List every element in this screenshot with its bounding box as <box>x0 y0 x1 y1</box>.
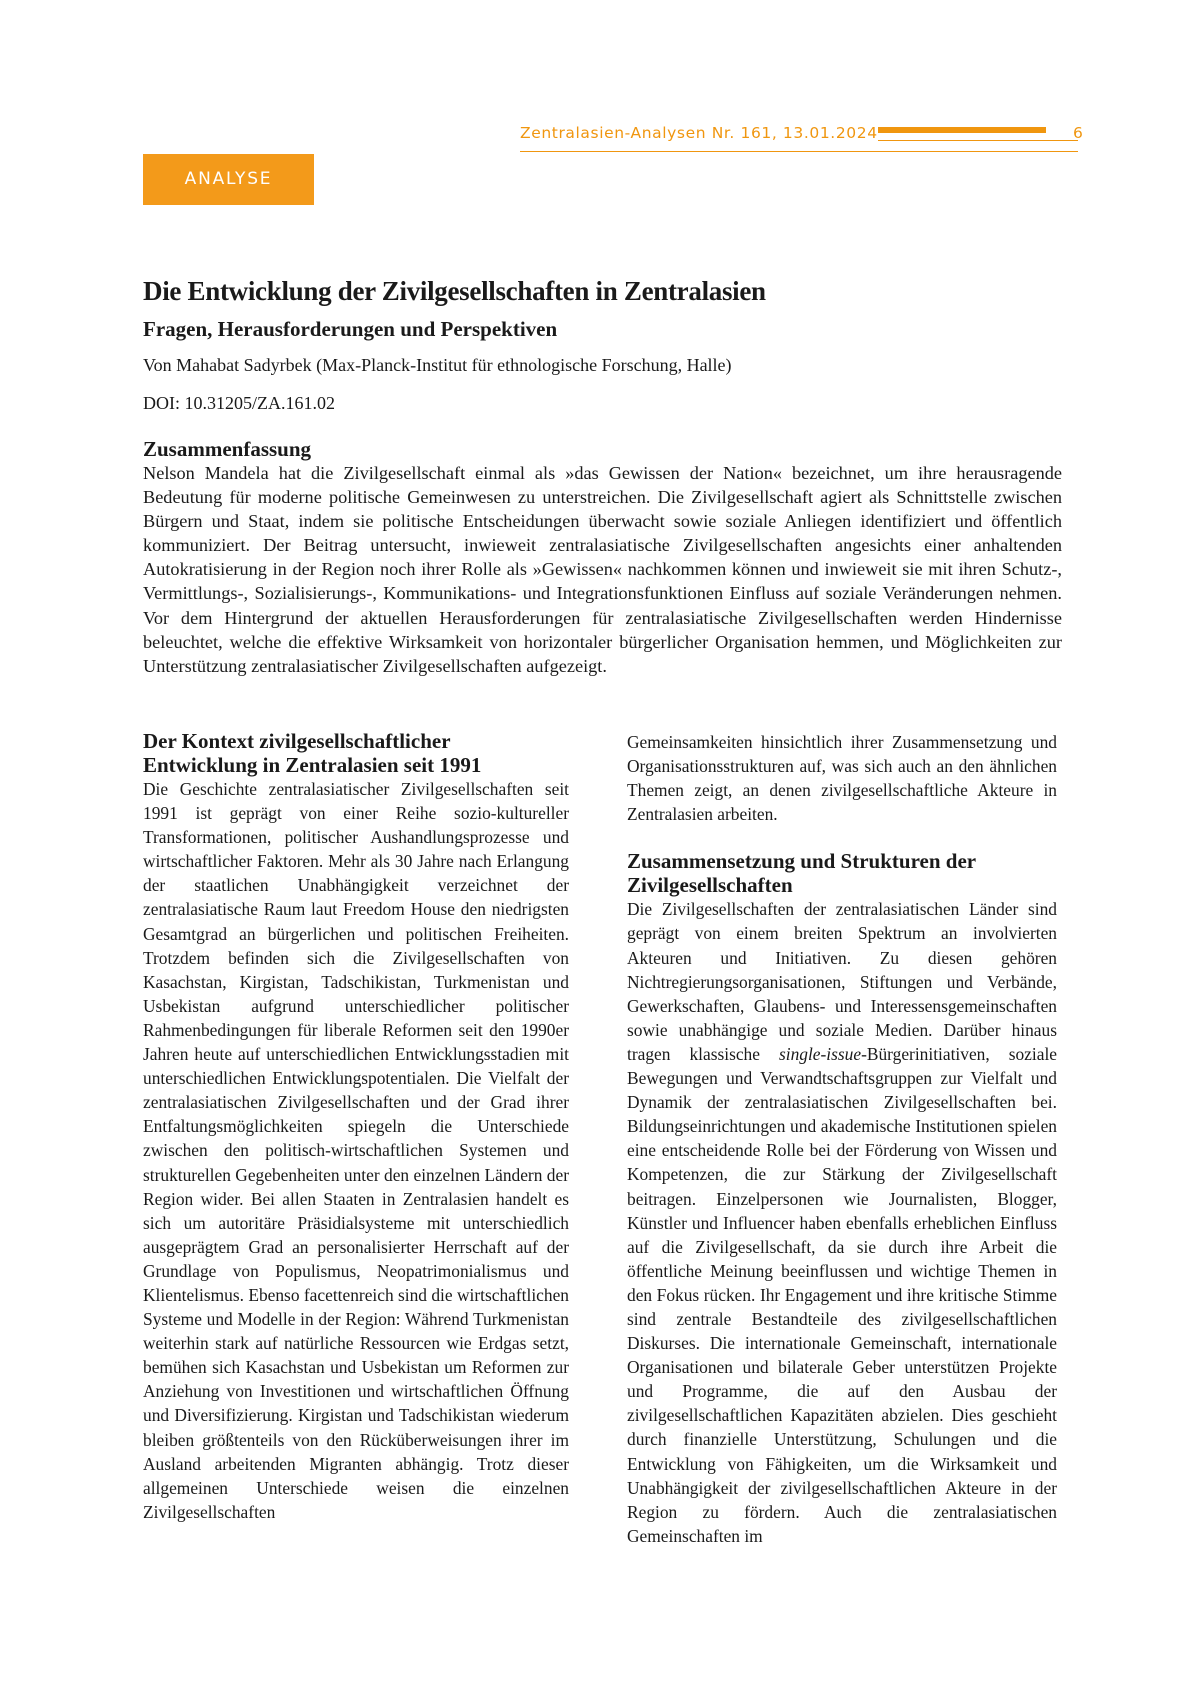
journal-issue-line: Zentralasien-Analysen Nr. 161, 13.01.2024 <box>520 124 878 142</box>
header-rule <box>520 151 1078 152</box>
page-number: 6 <box>1073 124 1083 142</box>
left-column <box>143 730 569 1524</box>
section-tag: ANALYSE <box>143 154 314 205</box>
header-accent-line <box>878 140 1078 141</box>
left-column-heading: Der Kontext zivilgesellschaftlicher Entwicklung in Zentralasien seit 1991 <box>143 729 482 777</box>
right-column-heading: Zusammensetzung und Strukturen der Zivilgesellschaften <box>627 849 976 897</box>
abstract-section <box>143 437 1062 678</box>
doi-line: DOI: 10.31205/ZA.161.02 <box>143 393 335 413</box>
article-subtitle: Fragen, Herausforderungen und Perspektiven <box>143 317 558 341</box>
emphasized-term: single-issue- <box>778 1043 867 1064</box>
left-column-text: Die Geschichte zentralasiatischer Zivilgesellschaften seit 1991 ist geprägt von einer Reihe sozio-kultureller Transformationen, politischer Aushandlungsprozesse und wirtschaftlicher Faktoren. Mehr als 30 Jahre nach Erlangung der staatlichen Unabhängigkeit verzeichnet der zentralasiatische Raum laut Freedom House den niedrigsten Gesamtgrad an bürgerlichen und politischen Freiheiten. Trotzdem befinden sich die Zivilgesellschaften von Kasachstan, Kirgistan, Tadschikistan, Turkmenistan und Usbekistan aufgrund unterschiedlicher politischer Rahmenbedingungen für liberale Reformen seit den 1990er Jahren heute auf unterschiedlichen Entwicklungsstadien mit unterschiedlichen Entwicklungspotentialen. Die Vielfalt der zentralasiatischen Zivilgesellschaften und der Grad ihrer Entfaltungsmöglichkeiten spiegeln die Unterschiede zwischen den politisch-wirtschaftlichen Systemen und strukturellen Gegebenheiten unter den einzelnen Ländern der Region wider. Bei allen Staaten in Zentralasien handelt es sich um autoritäre Präsidialsysteme mit unterschiedlich ausgeprägtem Grad an personalisierter Herrschaft auf der Grundlage von Populismus, Neopatrimonialismus und Klientelismus. Ebenso facettenreich sind die wirtschaftlichen Systeme und Modelle in der Region: Während Turkmenistan weiterhin stark auf natürliche Ressourcen wie Erdgas setzt, bemühen sich Kasachstan und Usbekistan um Reformen zur Anziehung von Investitionen und wirtschaftlichen Öffnung und Diversifizierung. Kirgistan und Tadschikistan wiederum bleiben größtenteils von den Rücküberweisungen ihrer im Ausland arbeitenden Migranten abhängig. Trotz dieser allgemeinen Unterschiede weisen die einzelnen Zivilgesellschaften <box>143 779 569 1522</box>
header-accent-bar <box>878 127 1046 133</box>
right-column-text <box>627 897 1057 1548</box>
author-line: Von Mahabat Sadyrbek (Max-Planck-Institut für ethnologische Forschung, Halle) <box>143 355 732 375</box>
abstract-heading: Zusammenfassung <box>143 437 312 461</box>
text-segment: Die Zivilgesellschaften der zentralasiatischen Länder sind geprägt von einem breiten Spektrum an involvierten Akteuren und Initiativen. Zu diesen gehören Nichtregierungsorganisationen, Stiftungen und Verbände, Gewerkschaften, Glaubens- und Interessensgemeinschaften sowie unabhängige und soziale Medien. Darüber hinaus tragen klassische <box>627 899 1057 1064</box>
page-header <box>520 118 1083 158</box>
article-title: Die Entwicklung der Zivilgesellschaften in Zentralasien <box>143 276 766 306</box>
right-column <box>627 730 1057 1548</box>
abstract-text: Nelson Mandela hat die Zivilgesellschaft einmal als »das Gewissen der Nation« bezeichnet, um ihre herausragende Bedeutung für moderne politische Gemeinwesen zu unterstreichen. Die Zivilgesellschaft agiert als Schnittstelle zwischen Bürgern und Staat, indem sie politische Entscheidungen überwacht sowie soziale Anliegen identifiziert und öffentlich kommuniziert. Der Beitrag untersucht, inwieweit zentralasiatische Zivilgesellschaften angesichts einer anhaltenden Autokratisierung in der Region noch ihrer Rolle als »Gewissen« nachkommen können und inwieweit sie mit ihren Schutz-, Vermittlungs-, Sozialisierungs-, Kommunikations- und Integrationsfunktionen Einfluss auf soziale Veränderungen nehmen. Vor dem Hintergrund der aktuellen Herausforderungen für zentralasiatische Zivilgesellschaften werden Hindernisse beleuchtet, welche die effektive Wirksamkeit von horizontaler bürgerlicher Organisation hemmen, und Möglichkeiten zur Unterstützung zentralasiatischer Zivilgesellschaften aufgezeigt. <box>143 463 1062 676</box>
text-segment: Bürgerinitiativen, soziale Bewegungen und Verwandtschaftsgruppen zur Vielfalt und Dynamik der zentralasiatischen Zivilgesellschaften bei. Bildungseinrichtungen und akademische Institutionen spielen eine entscheidende Rolle bei der Förderung von Wissen und Kompetenzen, die zur Stärkung der Zivilgesellschaft beitragen. Einzelpersonen wie Journalisten, Blogger, Künstler und Influencer haben ebenfalls erheblichen Einfluss auf die Zivilgesellschaft, da sie durch ihre Arbeit die öffentliche Meinung beeinflussen und wichtige Themen in den Fokus rücken. Ihr Engagement und ihre kritische Stimme sind zentrale Bestandteile des zivilgesellschaftlichen Diskurses. Die internationale Gemeinschaft, internationale Organisationen und bilaterale Geber unterstützen Projekte und Programme, die auf den Ausbau der zivilgesellschaftlichen Kapazitäten abzielen. Dies geschieht durch finanzielle Unterstützung, Schulungen und die Entwicklung von Fähigkeiten, um die Wirksamkeit und Unabhängigkeit der zivilgesellschaftlichen Akteure in der Region zu fördern. Auch die zentralasiatischen Gemeinschaften im <box>627 1043 1057 1546</box>
right-column-intro-text: Gemeinsamkeiten hinsichtlich ihrer Zusammensetzung und Organisationsstrukturen auf, was sich auch an den ähnlichen Themen zeigt, an denen zivilgesellschaftliche Akteure in Zentralasien arbeiten. <box>627 732 1057 825</box>
